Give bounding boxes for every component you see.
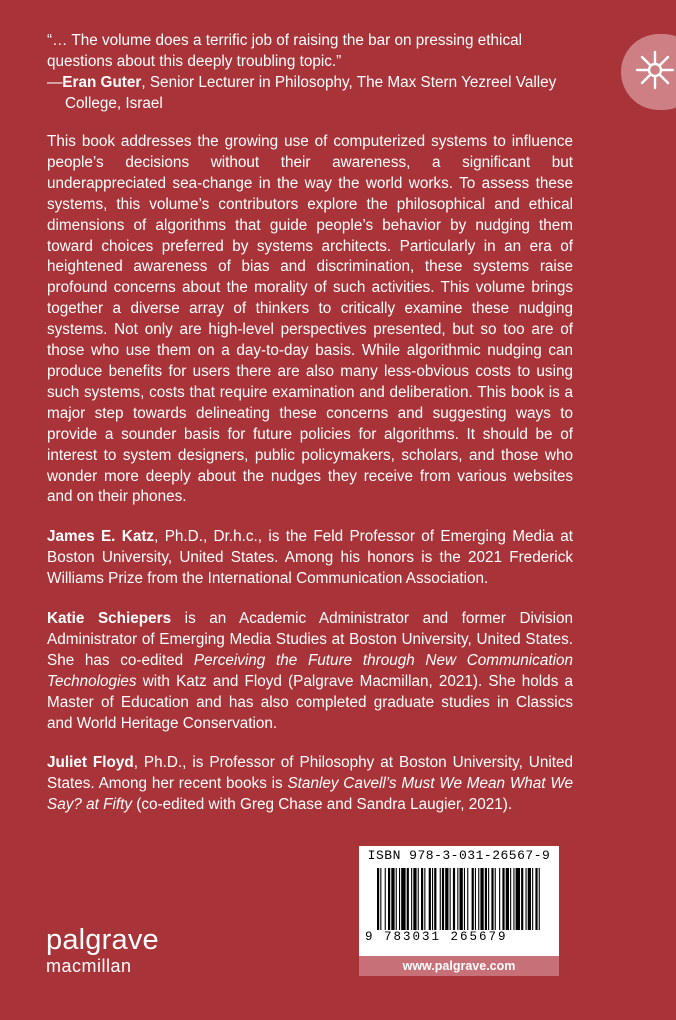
endorsement-quote xyxy=(47,30,587,114)
barcode-bar xyxy=(460,868,463,930)
barcode-bar xyxy=(532,868,533,930)
barcode-bar xyxy=(535,868,537,930)
editor-bio: , Ph.D., Dr.h.c., is the Feld Professor of Emerging Media at Boston University, United States. Among his honors is the 2021 Frederick Williams Prize from the International Communication Association. xyxy=(47,528,573,588)
barcode-bar xyxy=(475,868,476,930)
barcode-bar xyxy=(440,868,441,930)
quote-attribution xyxy=(47,72,587,93)
isbn-label: ISBN 978-3-031-26567-9 xyxy=(367,848,551,863)
publisher-name-line1: palgrave xyxy=(46,924,159,956)
barcode-bar xyxy=(391,868,394,930)
barcode-bar xyxy=(485,868,487,930)
barcode-bar xyxy=(453,868,455,930)
barcode-bar xyxy=(450,868,451,930)
editor-bio-katz xyxy=(47,527,573,590)
quote-text: “… The volume does a terrific job of raising the bar on pressing ethical questions about this deeply troubling topic.” xyxy=(47,32,523,70)
barcode-bar xyxy=(399,868,400,930)
editor-bio: , Ph.D., is Professor of Philosophy at Boston University, United States. Among her recent books is xyxy=(47,754,573,793)
barcode-bar xyxy=(396,868,397,930)
publisher-logo xyxy=(46,925,159,976)
publisher-name-line2: macmillan xyxy=(46,956,132,976)
barcode-bar xyxy=(480,868,483,930)
barcode-bar xyxy=(442,868,444,930)
barcode-bar xyxy=(413,868,416,930)
barcode-bar xyxy=(424,868,425,930)
barcode-bar xyxy=(521,868,523,930)
barcode-bar xyxy=(488,868,489,930)
barcode-digits: 9 783031 265679 xyxy=(365,930,508,944)
barcode-bar xyxy=(445,868,448,930)
barcode-bar xyxy=(502,868,504,930)
barcode-bar xyxy=(377,868,379,930)
editor-name: James E. Katz xyxy=(47,528,155,546)
quote-affiliation: , Senior Lecturer in Philosophy, The Max Stern Yezreel Valley xyxy=(141,74,557,91)
barcode-bar xyxy=(407,868,409,930)
quote-affiliation-cont: College, Israel xyxy=(65,95,163,112)
barcode-bar xyxy=(411,868,412,930)
editor-bio-cont: (co-edited with Greg Chase and Sandra Laugier, 2021). xyxy=(132,796,513,814)
barcode-bar xyxy=(495,868,496,930)
isbn-barcode xyxy=(359,846,559,956)
book-title: Stanley Cavell’s Must We Mean What We Say? at Fifty xyxy=(47,775,573,814)
editor-name: Katie Schiepers xyxy=(47,610,172,628)
quote-dash: — xyxy=(47,74,63,91)
book-description: This book addresses the growing use of computerized systems to influence people’s decisions without their awareness, a significant but underappreciated sea-change in the way the world works. To assess these systems, this volume’s contributors explore the philosophical and ethical dimensions of algorithms that guide people’s behavior by nudging them toward choices preferred by systems architects. Particularly in an era of heightened awareness of bias and discrimination, these systems raise profound concerns about the morality of such activities. This volume brings together a diverse array of thinkers to critically examine these nudging systems. Not only are high-level perspectives presented, but so too are of those who use them on a day-to-day basis. While algorithmic nudging can produce benefits for users there are also many less-obvious costs to using such systems, costs that require examination and deliberation. This book is a major step towards delineating these concerns and suggesting ways to provide a sounder basis for future policies for algorithms. It should be of interest to system designers, public policymakers, scholars, and those who wonder more deeply about the nudges they receive from various websites and on their phones. xyxy=(47,133,573,506)
barcode-bar xyxy=(467,868,468,930)
barcode-bar xyxy=(526,868,527,930)
barcode-bar xyxy=(528,868,531,930)
barcode-bar xyxy=(434,868,436,930)
barcode-bar xyxy=(432,868,433,930)
book-title: Perceiving the Future through New Communication Technologies xyxy=(47,651,573,690)
barcode-bar xyxy=(401,868,405,930)
publisher-url: www.palgrave.com xyxy=(359,956,559,976)
editor-bio: is an Academic Administrator and former Division Administrator of Emerging Media Studies at Boston University, United States. She has co-edited xyxy=(47,610,574,669)
quote-author: Eran Guter xyxy=(62,74,142,91)
barcode-bar xyxy=(385,868,386,930)
editor-name: Juliet Floyd xyxy=(47,754,134,772)
barcode-bars xyxy=(377,868,541,930)
barcode-bar xyxy=(539,868,540,930)
palgrave-star-icon xyxy=(633,48,676,92)
barcode-bar xyxy=(380,868,381,930)
barcode-bar xyxy=(513,868,514,930)
editor-bio-schiepers xyxy=(47,609,573,734)
barcode-bar xyxy=(510,868,511,930)
editor-bio-floyd xyxy=(47,753,573,816)
barcode-bar xyxy=(421,868,423,930)
barcode-bar xyxy=(388,868,390,930)
back-cover-text xyxy=(47,132,573,835)
barcode-bar xyxy=(472,868,474,930)
barcode-bar xyxy=(516,868,520,930)
barcode-bar xyxy=(464,868,465,930)
publisher-badge xyxy=(621,34,676,110)
barcode-bar xyxy=(457,868,458,930)
barcode-bar xyxy=(478,868,479,930)
barcode-bar xyxy=(506,868,509,930)
barcode-bar xyxy=(429,868,431,930)
barcode-bar xyxy=(499,868,500,930)
barcode-bar xyxy=(491,868,493,930)
barcode-bar xyxy=(418,868,419,930)
editor-bio-cont: with Katz and Floyd (Palgrave Macmillan, 2021). She holds a Master of Education and has also completed graduate studies in Classics and World Heritage Conservation. xyxy=(47,672,573,732)
